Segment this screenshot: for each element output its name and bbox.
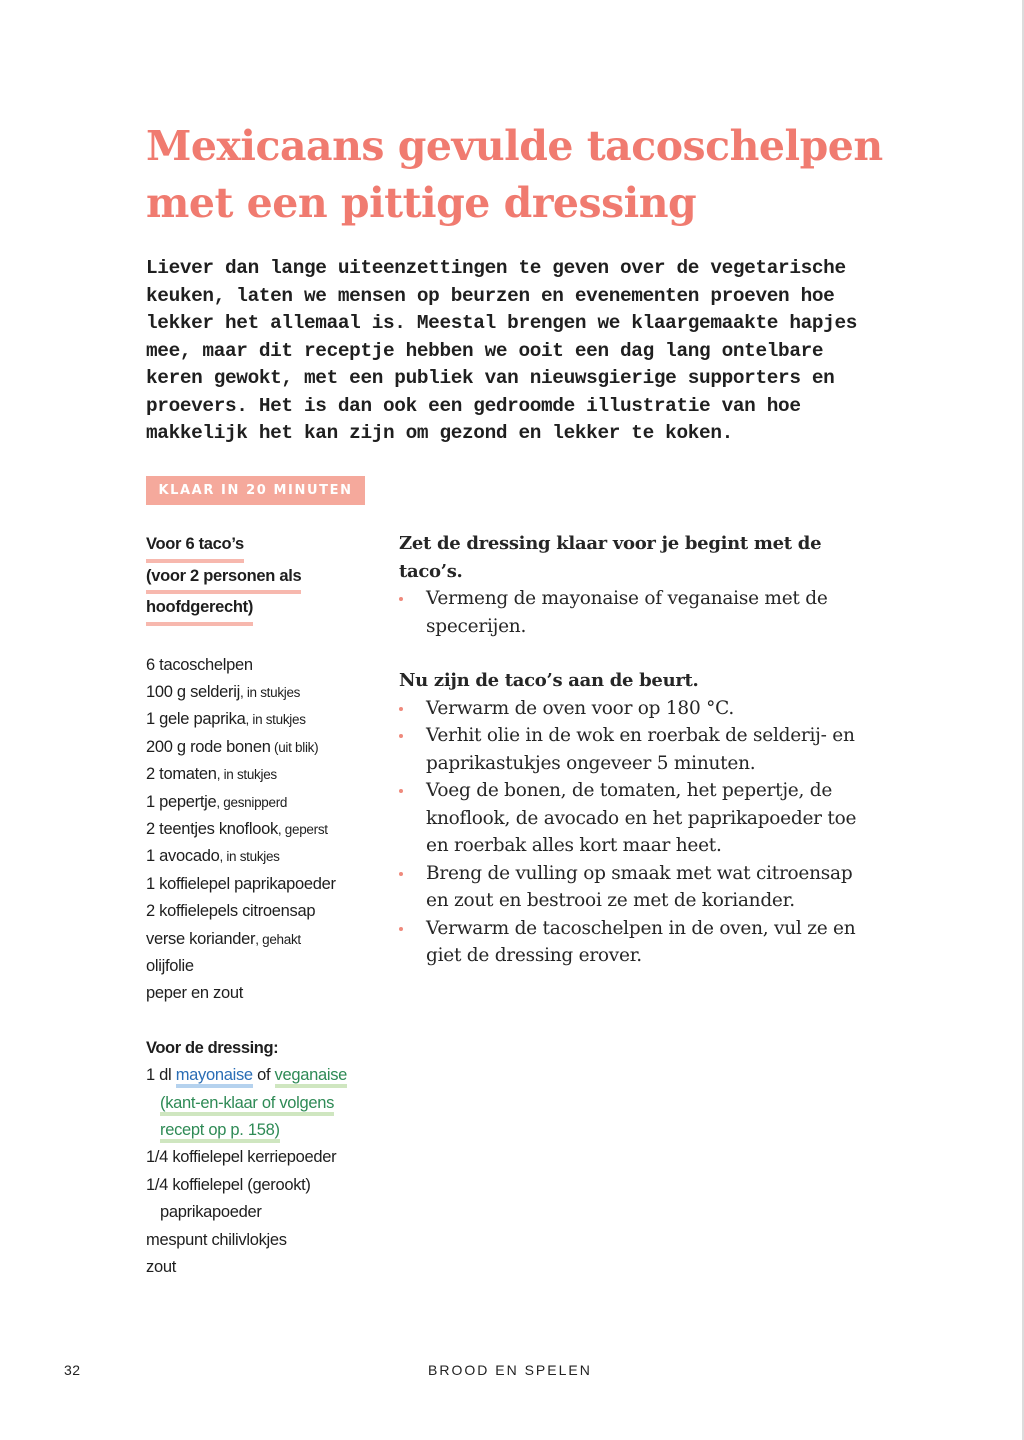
dressing-item: mespunt chilivlokjes [146,1230,287,1249]
title-line-1: Mexicaans gevulde tacoschelpen [146,122,883,170]
dressing-item: 1/4 koffielepel kerriepoeder [146,1148,337,1167]
method-steps [399,585,879,640]
ingredient-item: verse koriander, gehakt [146,929,301,948]
bullet-icon [399,927,403,931]
ingredient-item: 6 tacoschelpen [146,655,253,674]
dressing-item-base-cont [146,1090,381,1117]
serving-info [146,531,381,626]
ingredient-item: 1 gele paprika, in stukjes [146,710,306,729]
method-section-heading: Zet de dressing klaar voor je begint met de taco’s. [399,533,822,582]
ingredient-item: 2 koffielepels citroensap [146,902,316,921]
page-number: 32 [64,1362,81,1378]
bullet-icon [399,597,403,601]
recipe-intro: Liever dan lange uiteenzettingen te geven over de vegetarische keuken, laten we mensen op beurzen en evenementen proeven hoe lekker het allemaal is. Meestal brengen we klaargemaakte hapjes mee, maar dit receptje hebben we ooit een dag lang ontelbare keren gewokt, met een publiek van nieuwsgierige supporters en proevers. Het is dan ook een gedroomde illustratie van hoe makkelijk het kan zijn om gezond en lekker te koken. [146,257,858,444]
method-step: Verhit olie in de wok en roerbak de selderij- en paprikastukjes ongeveer 5 minuten. [399,722,879,777]
method-step: Breng de vulling op smaak met wat citroensap en zout en bestrooi ze met de koriander. [399,860,879,915]
dressing-heading: Voor de dressing: [146,1038,279,1057]
ingredient-item: 2 tomaten, in stukjes [146,765,277,784]
bullet-icon [399,789,403,793]
serving-line-2: (voor 2 personen als [146,563,301,595]
ingredient-item: 100 g selderij, in stukjes [146,682,301,701]
title-line-2: met een pittige dressing [146,179,697,227]
serving-line-1: Voor 6 taco’s [146,531,244,563]
bullet-icon [399,707,403,711]
ingredient-item: 200 g rode bonen (uit blik) [146,737,319,756]
recipe-title [146,118,906,232]
veganaise-link[interactable]: veganaise [275,1066,348,1088]
method-section-heading: Nu zijn de taco’s aan de beurt. [399,670,699,691]
ingredients-column [146,531,381,1281]
dressing-list [146,1062,381,1281]
dressing-item-base: 1 dl mayonaise of veganaise [146,1062,381,1089]
ingredient-item: 1 avocado, in stukjes [146,847,280,866]
serving-line-3: hoofdgerecht) [146,594,253,626]
prep-time-badge: KLAAR IN 20 MINUTEN [146,476,365,505]
running-footer-title: BROOD EN SPELEN [428,1362,592,1378]
veganaise-recipe-link[interactable]: (kant-en-klaar of volgens [160,1094,334,1116]
ingredient-list [146,652,381,1008]
ingredient-item: olijfolie [146,956,194,975]
ingredient-item: 1 koffielepel paprikapoeder [146,874,336,893]
bullet-icon [399,872,403,876]
mayonaise-link[interactable]: mayonaise [176,1066,253,1088]
method-steps [399,695,879,970]
veganaise-recipe-link-page[interactable]: recept op p. 158) [160,1121,280,1143]
ingredient-item: peper en zout [146,984,244,1003]
method-step: Vermeng de mayonaise of veganaise met de specerijen. [399,585,879,640]
dressing-item: zout [146,1258,176,1277]
dressing-item: 1/4 koffielepel (gerookt) [146,1175,311,1194]
method-step: Voeg de bonen, de tomaten, het pepertje, de knoflook, de avocado en het paprikapoeder toe en roerbak alles kort maar heet. [399,777,879,860]
method-step: Verwarm de oven voor op 180 °C. [399,695,879,723]
method-column [399,530,879,997]
dressing-item-cont: paprikapoeder [160,1203,262,1222]
bullet-icon [399,734,403,738]
dressing-item-base-cont [146,1117,381,1144]
method-step: Verwarm de tacoschelpen in de oven, vul ze en giet de dressing erover. [399,915,879,970]
ingredient-item: 1 pepertje, gesnipperd [146,792,288,811]
ingredient-item: 2 teentjes knoflook, geperst [146,819,328,838]
